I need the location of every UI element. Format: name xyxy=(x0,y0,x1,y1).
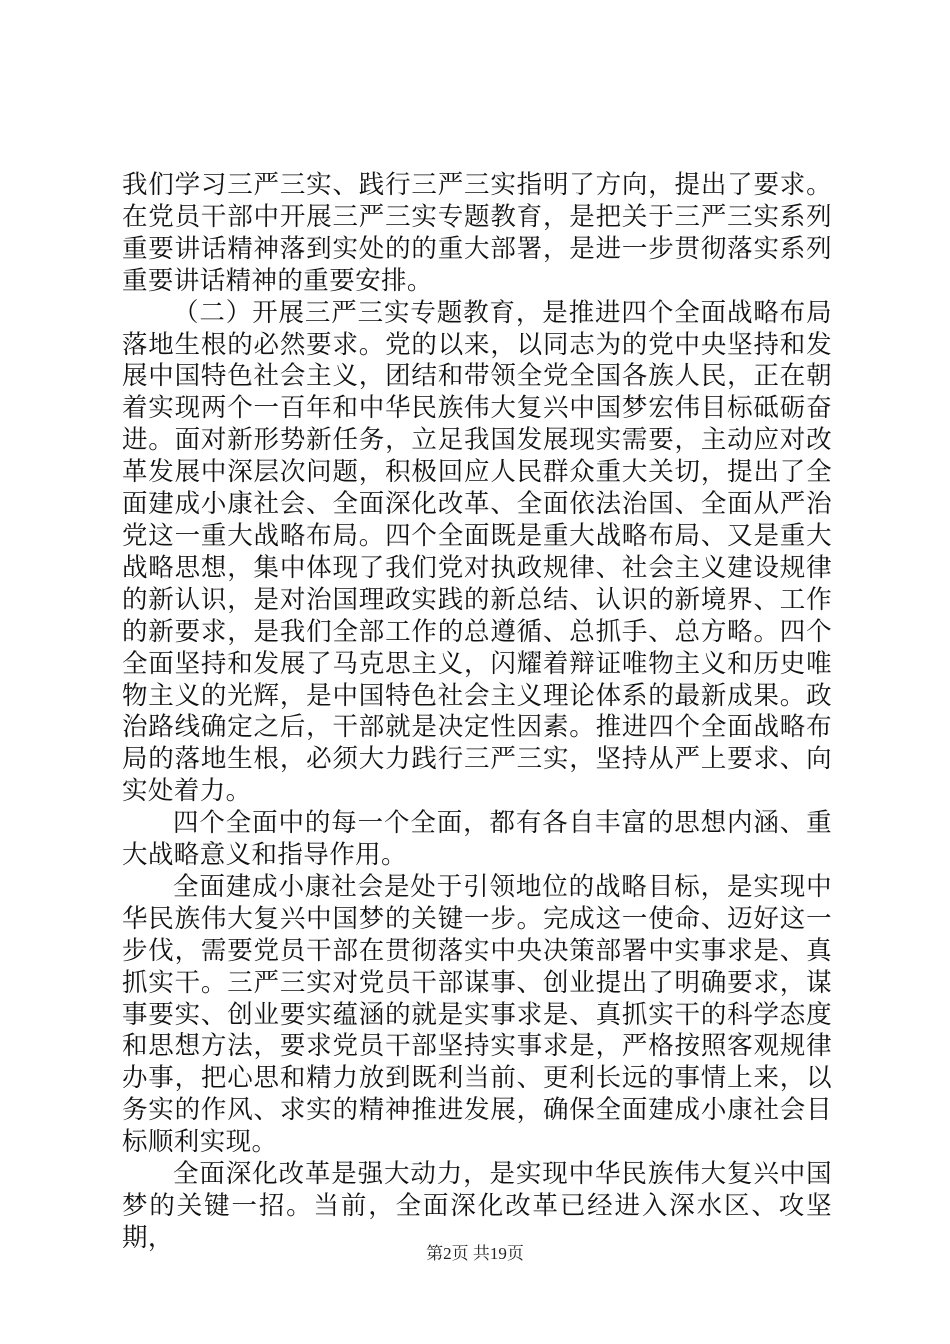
page-number-footer: 第2页 共19页 xyxy=(426,1244,524,1263)
paragraph-continuation: 我们学习三严三实、践行三严三实指明了方向，提出了要求。在党员干部中开展三严三实专题教育，是把关于三严三实系列重要讲话精神落到实处的的重大部署，是进一步贯彻落实系列重要讲话精神的重要安排。 xyxy=(122,170,832,296)
document-body xyxy=(122,170,832,1255)
paragraph-moderately-prosperous: 全面建成小康社会是处于引领地位的战略目标，是实现中华民族伟大复兴中国梦的关键一步。完成这一使命、迈好这一步伐，需要党员干部在贯彻落实中央决策部署中实事求是、真抓实干。三严三实对党员干部谋事、创业提出了明确要求，谋事要实、创业要实蕴涵的就是实事求是、真抓实干的科学态度和思想方法，要求党员干部坚持实事求是，严格按照客观规律办事，把心思和精力放到既利当前、更利长远的事情上来，以务实的作风、求实的精神推进发展，确保全面建成小康社会目标顺利实现。 xyxy=(122,871,832,1158)
paragraph-four-comprehensives: 四个全面中的每一个全面，都有各自丰富的思想内涵、重大战略意义和指导作用。 xyxy=(122,808,832,871)
paragraph-deepening-reform: 全面深化改革是强大动力，是实现中华民族伟大复兴中国梦的关键一招。当前，全面深化改革已经进入深水区、攻坚期， xyxy=(122,1159,832,1253)
paragraph-section-two: （二）开展三严三实专题教育，是推进四个全面战略布局落地生根的必然要求。党的以来，以同志为的党中央坚持和发展中国特色社会主义，团结和带领全党全国各族人民，正在朝着实现两个一百年和中华民族伟大复兴中国梦宏伟目标砥砺奋进。面对新形势新任务，立足我国发展现实需要，主动应对改革发展中深层次问题，积极回应人民群众重大关切，提出了全面建成小康社会、全面深化改革、全面依法治国、全面从严治党这一重大战略布局。四个全面既是重大战略布局、又是重大战略思想，集中体现了我们党对执政规律、社会主义建设规律的新认识，是对治国理政实践的新总结、认识的新境界、工作的新要求，是我们全部工作的总遵循、总抓手、总方略。四个全面坚持和发展了马克思主义，闪耀着辩证唯物主义和历史唯物主义的光辉，是中国特色社会主义理论体系的最新成果。政治路线确定之后，干部就是决定性因素。推进四个全面战略布局的落地生根，必须大力践行三严三实，坚持从严上要求、向实处着力。 xyxy=(122,297,832,807)
